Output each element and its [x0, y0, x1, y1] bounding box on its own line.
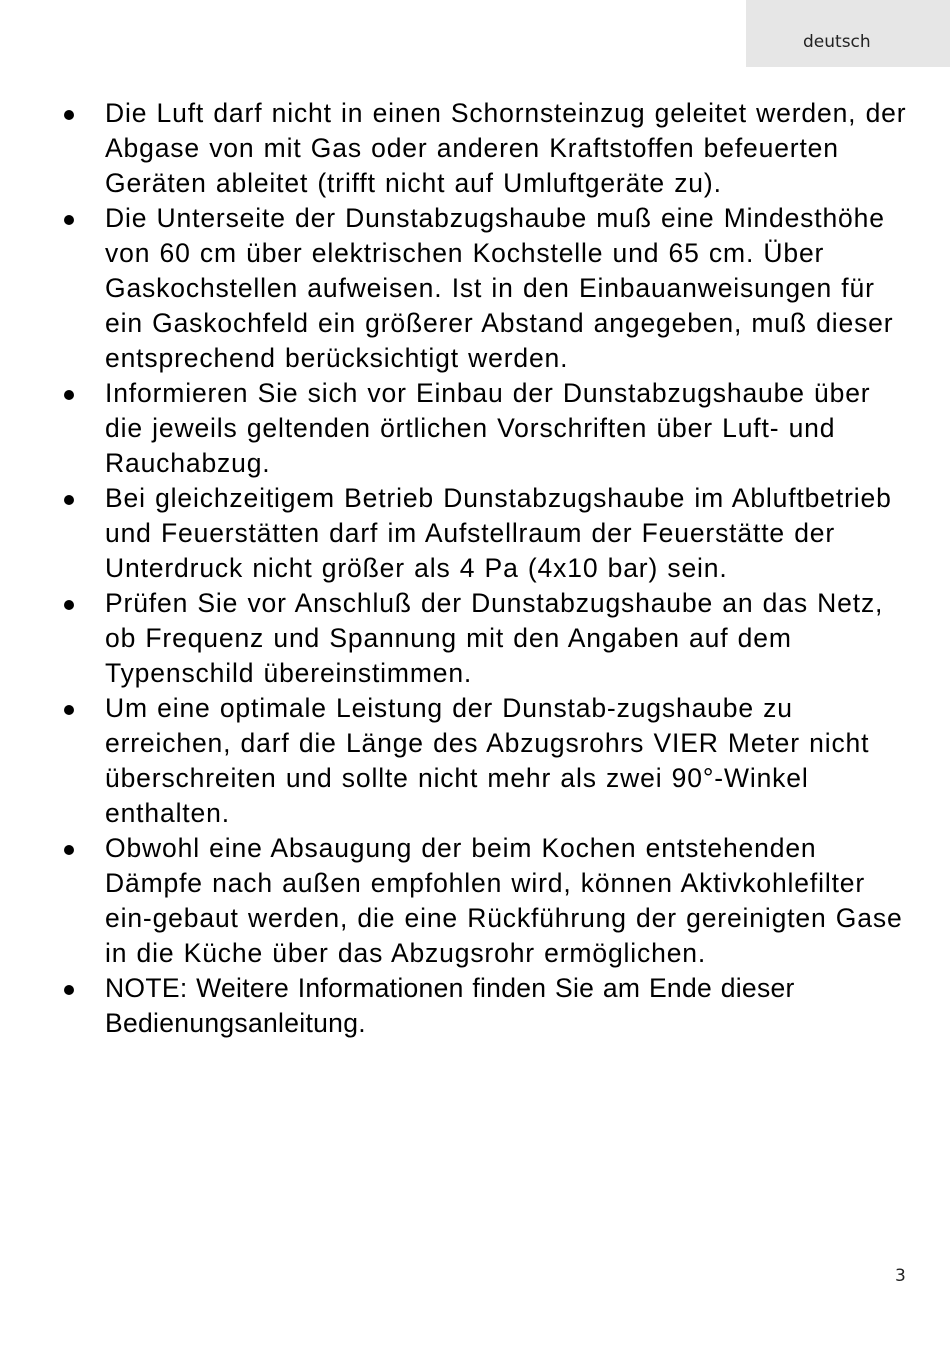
- list-item: [0, 481, 950, 586]
- list-item: [0, 376, 950, 481]
- list-item: [0, 691, 950, 831]
- bullet-icon: [64, 215, 74, 225]
- bullet-icon: [64, 110, 74, 120]
- bullet-icon: [64, 390, 74, 400]
- list-item-text: Obwohl eine Absaugung der beim Kochen entstehenden Dämpfe nach außen empfohlen wird, können Aktivkohlefilter ein-gebaut werden, die eine Rückführung der gereinigten Gase in die Küche über das Abzugsrohr ermöglichen.: [105, 833, 903, 968]
- note-label: NOTE:: [105, 973, 188, 1003]
- bullet-icon: [64, 705, 74, 715]
- page-number: 3: [895, 1266, 906, 1286]
- bullet-icon: [64, 495, 74, 505]
- language-tab: [746, 0, 950, 67]
- list-item: [0, 96, 950, 201]
- list-item: [0, 831, 950, 971]
- instruction-list: [0, 96, 950, 1041]
- note-item: [0, 971, 950, 1041]
- list-item: [0, 586, 950, 691]
- list-item-text: Informieren Sie sich vor Einbau der Dunstabzugshaube über die jeweils geltenden örtlichen Vorschriften über Luft- und Rauchabzug.: [105, 378, 871, 478]
- bullet-icon: [64, 985, 74, 995]
- bullet-icon: [64, 845, 74, 855]
- list-item-text: Die Luft darf nicht in einen Schornsteinzug geleitet werden, der Abgase von mit Gas oder anderen Kraftstoffen befeuerten Geräten ableitet (trifft nicht auf Umluftgeräte zu).: [105, 98, 907, 198]
- list-item-text: Prüfen Sie vor Anschluß der Dunstabzugshaube an das Netz, ob Frequenz und Spannung mit den Angaben auf dem Typenschild übereinstimmen.: [105, 588, 884, 688]
- bullet-icon: [64, 600, 74, 610]
- note-text: Weitere Informationen finden Sie am Ende dieser Bedienungsanleitung.: [105, 973, 795, 1038]
- list-item-text: Die Unterseite der Dunstabzugshaube muß eine Mindesthöhe von 60 cm über elektrischen Kochstelle und 65 cm. Über Gaskochstellen aufweisen. Ist in den Einbauanweisungen für ein Gaskochfeld ein größerer Abstand angegeben, muß dieser entsprechend berücksichtigt werden.: [105, 203, 894, 373]
- language-label: deutsch: [803, 32, 871, 52]
- list-item: [0, 201, 950, 376]
- list-item-text: Um eine optimale Leistung der Dunstab-zugshaube zu erreichen, darf die Länge des Abzugsrohrs VIER Meter nicht überschreiten und sollte nicht mehr als zwei 90°-Winkel enthalten.: [105, 693, 870, 828]
- list-item-text: Bei gleichzeitigem Betrieb Dunstabzugshaube im Abluftbetrieb und Feuerstätten darf im Aufstellraum der Feuerstätte der Unterdruck nicht größer als 4 Pa (4x10 bar) sein.: [105, 483, 892, 583]
